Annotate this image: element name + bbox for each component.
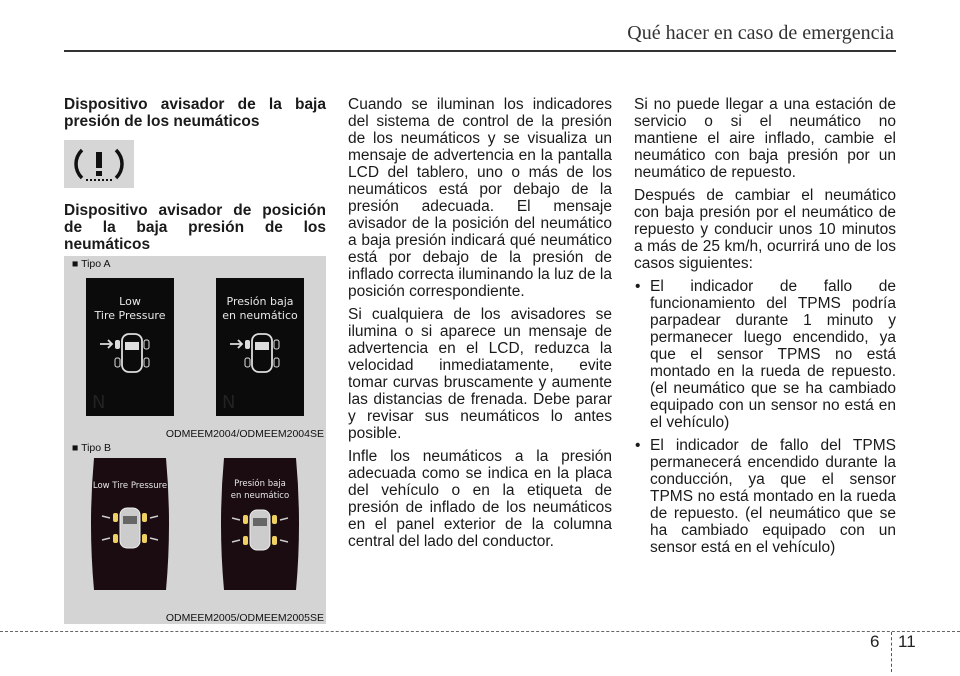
svg-text:N: N — [92, 392, 106, 413]
list-item: • El indicador de fallo del TPMS permanecerá encendido durante la conducción, ya que el sensor TPMS no está montado en la rueda de repuesto. (el neumático que se ha cambiado equipado con un sensor está en el vehículo) — [650, 437, 896, 556]
screen-text-line1: Presión baja — [226, 295, 294, 308]
cluster-screen-spanish — [218, 458, 302, 590]
header-rule — [64, 50, 896, 52]
figure-code-type-b: ODMEEM2005/ODMEEM2005SE — [165, 612, 324, 624]
tpms-warning-icon — [64, 140, 134, 188]
figure-code-type-a: ODMEEM2004/ODMEEM2004SE — [165, 428, 324, 440]
svg-text:N: N — [222, 392, 236, 413]
figure-type-a — [64, 256, 326, 440]
page-number: 11 — [898, 632, 916, 651]
screen-text-line1: Low Tire Pressure — [92, 481, 168, 491]
chapter-number: 6 — [870, 632, 880, 651]
paragraph: Si cualquiera de los avisadores se ilumina o si aparece un mensaje de advertencia en el LCD, reduzca la velocidad inmediatamente, evite tomar curvas bruscamente y aumente las distancias de frenada. Debe parar y revisar sus neumáticos lo antes posible. — [348, 306, 612, 442]
heading-tpms-warning: Dispositivo avisador de la baja presión de los neumáticos — [64, 96, 326, 130]
footer-divider — [891, 632, 892, 672]
list-item: • El indicador de fallo de funcionamiento del TPMS podría parpadear durante 1 minuto y permanecer luego encendido, ya que el sensor TPMS no está montado en la rueda de repuesto. (el neumático que se ha cambiado equipado con un sensor no está en el vehículo) — [650, 278, 896, 431]
footer-rule — [0, 631, 960, 632]
paragraph: Infle los neumáticos a la presión adecuada como se indica en la placa del vehículo o en la etiqueta de presión de inflado de los neumáticos en el panel exterior de la columna central del lado del conductor. — [348, 448, 612, 550]
figure-label-type-a: ■ Tipo A — [72, 258, 111, 270]
paragraph: Si no puede llegar a una estación de servicio o si el neumático no mantiene el aire inflado, cambie el neumático con baja presión por un neumático de repuesto. — [634, 96, 896, 181]
screen-text-line2: Tire Pressure — [94, 309, 166, 322]
paragraph: Cuando se iluminan los indicadores del sistema de control de la presión de los neumáticos y se visualiza un mensaje de advertencia en la pantalla LCD del tablero, uno o más de los neumáticos está por debajo de la presión adecuada. El mensaje avisador de la posición del neumático a baja presión indicará qué neumático está por debajo de la presión de inflado correcta iluminando la luz de la posición correspondiente. — [348, 96, 612, 300]
screen-text-line1: Presión baja — [234, 479, 286, 489]
column-left — [64, 96, 326, 259]
figure-label-type-b: ■ Tipo B — [72, 442, 112, 454]
page-header-title: Qué hacer en caso de emergencia — [627, 22, 894, 44]
column-middle — [348, 96, 612, 556]
screen-text-line2: en neumático — [230, 491, 290, 501]
figure-type-b — [64, 440, 326, 624]
paragraph: Después de cambiar el neumático con baja presión por el neumático de repuesto y conducir unos 10 minutos a más de 25 km/h, ocurrirá uno de los casos siguientes: — [634, 187, 896, 272]
screen-text-line1: Low — [119, 295, 141, 308]
lcd-screen-spanish — [216, 278, 304, 416]
heading-tpms-position: Dispositivo avisador de posición de la baja presión de los neumáticos — [64, 202, 326, 253]
cluster-screen-english — [88, 458, 172, 590]
column-right — [634, 96, 896, 562]
lcd-screen-english — [86, 278, 174, 416]
bullet-list — [634, 278, 896, 556]
screen-text-line2: en neumático — [222, 309, 298, 322]
